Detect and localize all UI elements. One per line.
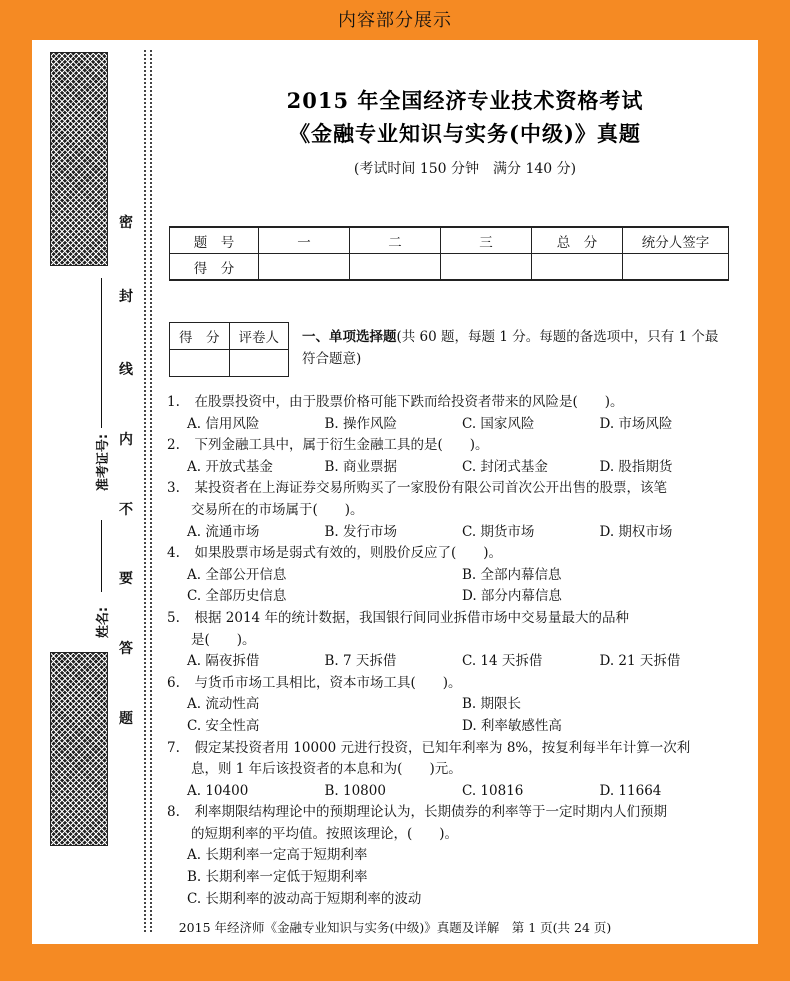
table-cell: 三 bbox=[441, 227, 532, 254]
section-heading bbox=[302, 326, 730, 370]
score-table bbox=[169, 226, 729, 281]
name-label: 姓名: bbox=[96, 606, 112, 638]
score-input-cell[interactable] bbox=[532, 254, 623, 281]
option-row bbox=[167, 522, 737, 544]
option: C. 期货市场 bbox=[462, 523, 535, 540]
margin-char: 内 bbox=[119, 432, 133, 448]
name-line bbox=[101, 520, 102, 592]
margin-char: 要 bbox=[119, 571, 133, 587]
option: A. 全部公开信息 bbox=[187, 566, 287, 583]
margin-char: 答 bbox=[119, 641, 133, 657]
option: D. 部分内幕信息 bbox=[462, 588, 562, 605]
option: B. 期限长 bbox=[462, 696, 522, 713]
option: B. 发行市场 bbox=[324, 523, 398, 540]
margin-char: 密 bbox=[119, 215, 133, 231]
option: C. 封闭式基金 bbox=[462, 458, 548, 475]
option: C. 安全性高 bbox=[187, 717, 260, 734]
question-item: 4. 如果股票市场是弱式有效的，则股价反应了( )。 bbox=[167, 545, 503, 562]
option: C. 10816 bbox=[462, 782, 524, 799]
page-footer: 2015 年经济师《金融专业知识与实务(中级)》真题及详解 第 1 页(共 24 页) bbox=[178, 920, 612, 935]
option-row bbox=[167, 694, 737, 716]
option: D. 21 天拆借 bbox=[599, 653, 681, 670]
section-title: 一、单项选择题 bbox=[302, 329, 397, 345]
option: B. 操作风险 bbox=[324, 415, 398, 432]
question-item: 1. 在股票投资中，由于股票价格可能下跌而给投资者带来的风险是( )。 bbox=[167, 394, 624, 410]
table-cell: 总 分 bbox=[532, 227, 623, 254]
exam-page bbox=[32, 40, 758, 944]
exam-title-line1: 2015 年全国经济专业技术资格考试 bbox=[286, 88, 644, 113]
question-item: 6. 与货币市场工具相比，资本市场工具( )。 bbox=[167, 674, 462, 691]
margin-char: 线 bbox=[119, 362, 133, 378]
score-input-cell[interactable] bbox=[259, 254, 350, 281]
option: A. 隔夜拆借 bbox=[187, 653, 260, 670]
option: C. 长期利率的波动高于短期利率的波动 bbox=[187, 890, 422, 907]
option-row bbox=[167, 781, 737, 803]
option: B. 7 天拆借 bbox=[324, 653, 397, 670]
binding-hatch-bottom bbox=[50, 652, 108, 846]
question-list bbox=[167, 392, 737, 910]
exam-subtitle: (考试时间 150 分钟 满分 140 分) bbox=[353, 161, 577, 177]
score-input-cell[interactable] bbox=[350, 254, 441, 281]
margin-char: 题 bbox=[119, 711, 133, 727]
exam-title-line2: 《金融专业知识与实务(中级)》真题 bbox=[289, 121, 641, 146]
option-row bbox=[167, 651, 737, 673]
option: A. 流动性高 bbox=[187, 696, 260, 713]
section-desc: (共 60 题，每题 1 分。每题的备选项中，只有 1 个最符合题意) bbox=[302, 329, 719, 367]
exam-id-line bbox=[101, 278, 102, 428]
exam-id-label: 准考证号: bbox=[96, 433, 112, 491]
banner-title: 内容部分展示 bbox=[338, 10, 452, 31]
question-item: 3. 某投资者在上海证券交易所购买了一家股份有限公司首次公开出售的股票，该笔 交易所在的市场属于( )。 bbox=[167, 480, 667, 518]
score-input-cell[interactable] bbox=[441, 254, 532, 281]
table-cell: 一 bbox=[259, 227, 350, 254]
margin-char: 封 bbox=[119, 289, 133, 305]
table-cell: 题 号 bbox=[170, 227, 259, 254]
option-row bbox=[167, 414, 737, 436]
binding-hatch-top bbox=[50, 52, 108, 266]
table-row bbox=[170, 254, 729, 281]
table-cell: 得 分 bbox=[170, 323, 230, 350]
question-item: 2. 下列金融工具中，属于衍生金融工具的是( )。 bbox=[167, 437, 489, 454]
option-row bbox=[167, 716, 737, 738]
option: C. 14 天拆借 bbox=[462, 653, 543, 670]
option: A. 流通市场 bbox=[187, 523, 260, 540]
option: A. 10400 bbox=[187, 782, 249, 799]
option: A. 长期利率一定高于短期利率 bbox=[187, 847, 368, 864]
option: B. 全部内幕信息 bbox=[462, 566, 562, 583]
option-row bbox=[167, 565, 737, 587]
table-row bbox=[170, 227, 729, 254]
question-item: 5. 根据 2014 年的统计数据，我国银行间同业拆借市场中交易量最大的品种 是( )。 bbox=[167, 609, 629, 648]
question-item: 7. 假定某投资者用 10000 元进行投资，已知年利率为 8%，按复利每半年计算一次利 息，则 1 年后该投资者的本息和为( )元。 bbox=[167, 739, 691, 778]
grader-input-cell[interactable] bbox=[229, 350, 289, 377]
option: A. 信用风险 bbox=[187, 415, 260, 432]
table-cell: 二 bbox=[350, 227, 441, 254]
option: D. 11664 bbox=[599, 782, 662, 799]
score-input-cell[interactable] bbox=[170, 350, 230, 377]
margin-char: 不 bbox=[119, 502, 133, 518]
question-item: 8. 利率期限结构理论中的预期理论认为，长期债券的利率等于一定时期内人们预期 的短期利率的平均值。按照该理论，( )。 bbox=[167, 804, 667, 842]
option: C. 全部历史信息 bbox=[187, 588, 287, 605]
table-cell: 统分人签字 bbox=[623, 227, 729, 254]
option: B. 商业票据 bbox=[324, 458, 398, 475]
signature-cell[interactable] bbox=[623, 254, 729, 281]
table-cell: 评卷人 bbox=[229, 323, 289, 350]
option: C. 国家风险 bbox=[462, 415, 535, 432]
option: D. 股指期货 bbox=[599, 458, 673, 475]
option-row bbox=[167, 586, 737, 608]
option: D. 利率敏感性高 bbox=[462, 717, 562, 734]
grader-table bbox=[169, 322, 289, 377]
option: D. 期权市场 bbox=[599, 523, 673, 540]
option: B. 10800 bbox=[324, 782, 386, 799]
option: A. 开放式基金 bbox=[187, 458, 273, 475]
binding-dotted-line bbox=[150, 50, 152, 932]
option-row bbox=[167, 457, 737, 479]
option: D. 市场风险 bbox=[599, 415, 673, 432]
table-cell: 得 分 bbox=[170, 254, 259, 281]
option: B. 长期利率一定低于短期利率 bbox=[187, 869, 368, 886]
binding-dotted-line bbox=[144, 50, 146, 932]
